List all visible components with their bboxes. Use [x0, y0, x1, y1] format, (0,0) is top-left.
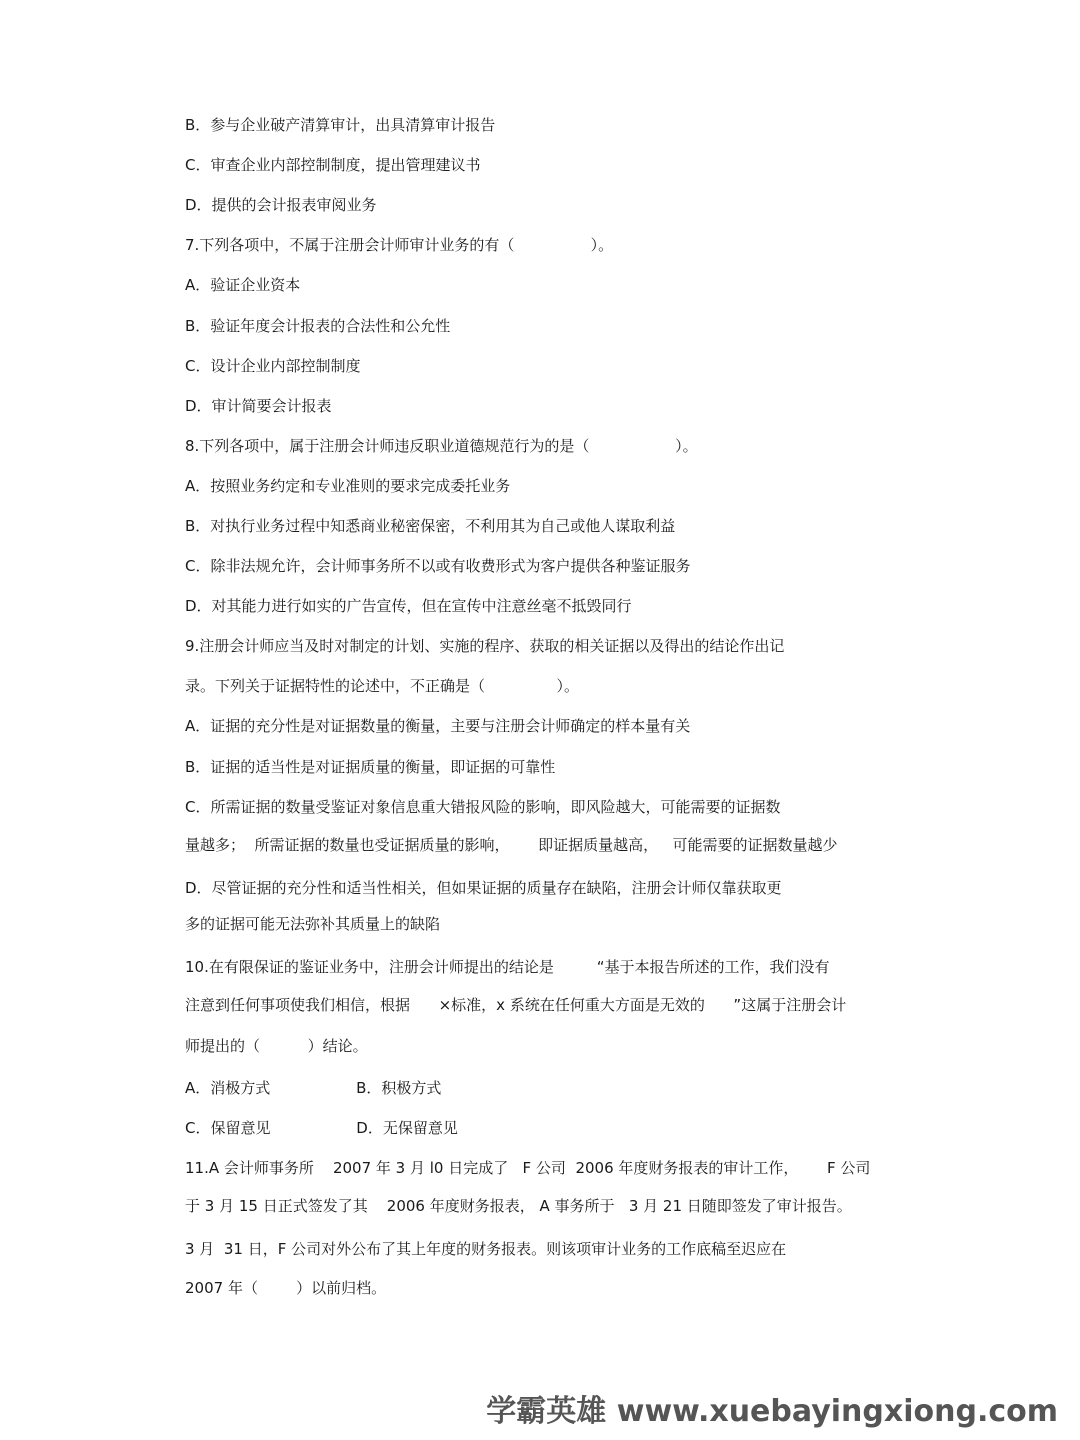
text-line: 于 3 月 15 日正式签发了其 2006 年度财务报表， A 事务所于 3 月 21 日随即签发了审计报告。: [185, 1197, 852, 1215]
text-line: C．设计企业内部控制制度: [185, 357, 361, 375]
text-line: 2007 年（ ）以前归档。: [185, 1279, 387, 1297]
text-line: C．所需证据的数量受鉴证对象信息重大错报风险的影响，即风险越大，可能需要的证据数: [185, 798, 781, 816]
text-line: B．验证年度会计报表的合法性和公允性: [185, 317, 451, 335]
text-line: 师提出的（ ）结论。: [185, 1037, 368, 1055]
text-line: 录。下列关于证据特性的论述中，不正确是（ ）。: [185, 677, 580, 695]
text-line: A．证据的充分性是对证据数量的衡量，主要与注册会计师确定的样本量有关: [185, 717, 691, 735]
text-line: B．证据的适当性是对证据质量的衡量，即证据的可靠性: [185, 758, 556, 776]
text-line: 量越多； 所需证据的数量也受证据质量的影响， 即证据质量越高， 可能需要的证据数量越少: [185, 836, 838, 854]
question-8: 8.下列各项中，属于注册会计师违反职业道德规范行为的是（ ）。: [185, 437, 698, 455]
question-11: 11.A 会计师事务所 2007 年 3 月 l0 日完成了 F 公司 2006 年度财务报表的审计工作， F 公司: [185, 1159, 871, 1177]
question-9: 9.注册会计师应当及时对制定的计划、实施的程序、获取的相关证据以及得出的结论作出记: [185, 637, 785, 655]
text-line: 多的证据可能无法弥补其质量上的缺陷: [185, 915, 441, 933]
text-line: B．参与企业破产清算审计，出具清算审计报告: [185, 116, 496, 134]
text-line: A．按照业务约定和专业准则的要求完成委托业务: [185, 477, 511, 495]
text-line: D．对其能力进行如实的广告宣传，但在宣传中注意丝毫不抵毁同行: [185, 597, 632, 615]
text-line: C．除非法规允许，会计师事务所不以或有收费形式为客户提供各种鉴证服务: [185, 557, 691, 575]
question-7: 7.下列各项中，不属于注册会计师审计业务的有（ ）。: [185, 236, 614, 254]
text-line: C．保留意见 D．无保留意见: [185, 1119, 458, 1137]
site-watermark: 学霸英雄 www.xuebayingxiong.com: [486, 1394, 1058, 1429]
text-line: 3 月 31 日，F 公司对外公布了其上年度的财务报表。则该项审计业务的工作底稿至迟应在: [185, 1240, 787, 1258]
text-line: D．提供的会计报表审阅业务: [185, 196, 377, 214]
text-line: A．消极方式 B．积极方式: [185, 1079, 442, 1097]
text-line: C．审查企业内部控制制度，提出管理建议书: [185, 156, 481, 174]
text-line: D．审计简要会计报表: [185, 397, 332, 415]
text-line: A．验证企业资本: [185, 276, 301, 294]
text-line: D．尽管证据的充分性和适当性相关，但如果证据的质量存在缺陷，注册会计师仅靠获取更: [185, 879, 782, 897]
text-line: 注意到任何事项使我们相信，根据 ×标准，x 系统在任何重大方面是无效的 ”这属于注册会计: [185, 996, 847, 1014]
question-10: 10.在有限保证的鉴证业务中，注册会计师提出的结论是 “基于本报告所述的工作，我们没有: [185, 958, 830, 976]
text-line: B．对执行业务过程中知悉商业秘密保密，不利用其为自己或他人谋取利益: [185, 517, 676, 535]
